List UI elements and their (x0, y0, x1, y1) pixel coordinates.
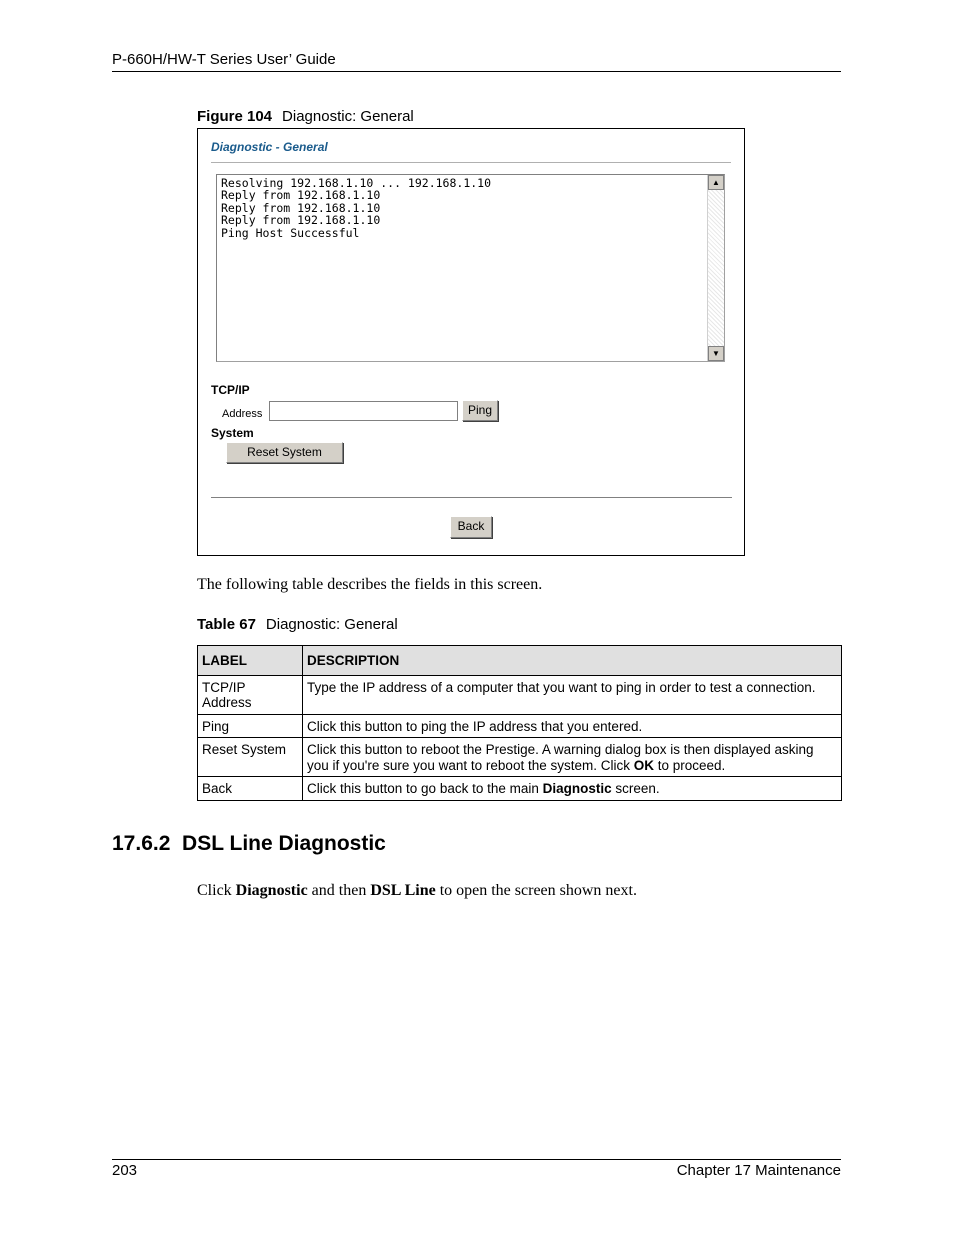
row-description-bold: Diagnostic (542, 781, 612, 796)
diagnostic-output-textarea[interactable] (216, 174, 725, 362)
description-table (197, 645, 842, 801)
intro-paragraph: The following table describes the fields in this screen. (197, 576, 543, 593)
footer-rule (112, 1159, 841, 1160)
screen-title: Diagnostic - General (211, 140, 328, 154)
row-description-text: Click this button to go back to the main (307, 781, 543, 796)
table-header-row (198, 646, 842, 676)
paragraph-text: to open the screen shown next. (435, 882, 637, 899)
diagnostic-output-text (221, 177, 491, 239)
section-heading: 17.6.2 DSL Line Diagnostic (112, 832, 386, 855)
tcpip-section-label: TCP/IP (211, 383, 250, 397)
figure-caption-text: Diagnostic: General (282, 108, 414, 125)
scroll-up-icon[interactable]: ▲ (708, 175, 724, 190)
output-line: Reply from 192.168.1.10 (221, 200, 381, 215)
system-section-label: System (211, 426, 254, 440)
screen-bottom-rule (211, 497, 732, 498)
table-row (198, 675, 842, 714)
header-description: DESCRIPTION (303, 646, 842, 676)
reset-system-button[interactable]: Reset System (226, 442, 343, 463)
header-label: LABEL (198, 646, 303, 676)
output-scrollbar[interactable] (707, 175, 724, 361)
row-label: Back (198, 777, 303, 801)
table-row (198, 738, 842, 777)
row-label-text: TCP/IP Address (202, 679, 252, 710)
row-label: Reset System (198, 738, 303, 777)
output-line: Resolving 192.168.1.10 ... 192.168.1.10 (221, 176, 492, 190)
address-label: Address (222, 408, 263, 420)
row-description-text: Click this button to reboot the Prestige. A warning dialog box is then displayed asking you if you're sure you want to reboot the system. Click (307, 742, 814, 773)
row-description (303, 714, 842, 738)
row-label: Ping (198, 714, 303, 738)
row-description (303, 738, 842, 777)
output-line: Reply from 192.168.1.10 (221, 188, 381, 203)
paragraph-bold: DSL Line (370, 882, 436, 899)
row-description-text: Click this button to ping the IP address that you entered. (307, 718, 643, 734)
section-paragraph (197, 882, 637, 900)
back-button[interactable]: Back (450, 516, 492, 538)
row-description (303, 777, 842, 801)
scroll-down-icon[interactable]: ▼ (708, 346, 724, 361)
row-description-text: screen. (611, 781, 660, 796)
figure-caption (197, 108, 414, 125)
row-label (198, 675, 303, 714)
row-description (303, 675, 842, 714)
page-number: 203 (112, 1162, 138, 1179)
output-line: Ping Host Successful (221, 225, 360, 240)
table-caption (197, 616, 398, 633)
figure-label: Figure 104 (197, 108, 273, 125)
row-description-text: Type the IP address of a computer that you want to ping in order to test a connection. (307, 679, 816, 695)
paragraph-text: Click (197, 882, 236, 899)
row-description-text: to proceed. (653, 757, 726, 773)
address-input[interactable] (269, 401, 458, 421)
header-rule (112, 71, 841, 72)
table-row (198, 714, 842, 738)
ping-button[interactable]: Ping (462, 400, 498, 421)
paragraph-bold: Diagnostic (235, 882, 308, 899)
chapter-title: Chapter 17 Maintenance (676, 1162, 841, 1179)
row-description-bold: OK (633, 757, 654, 773)
running-header: P-660H/HW-T Series User’ Guide (112, 51, 336, 68)
table-row (198, 777, 842, 801)
paragraph-text: and then (307, 882, 371, 899)
output-line: Reply from 192.168.1.10 (221, 213, 381, 228)
figure-screenshot (197, 128, 745, 556)
screen-title-rule (211, 162, 731, 163)
table-label: Table 67 (197, 616, 256, 633)
table-caption-text: Diagnostic: General (265, 616, 398, 633)
